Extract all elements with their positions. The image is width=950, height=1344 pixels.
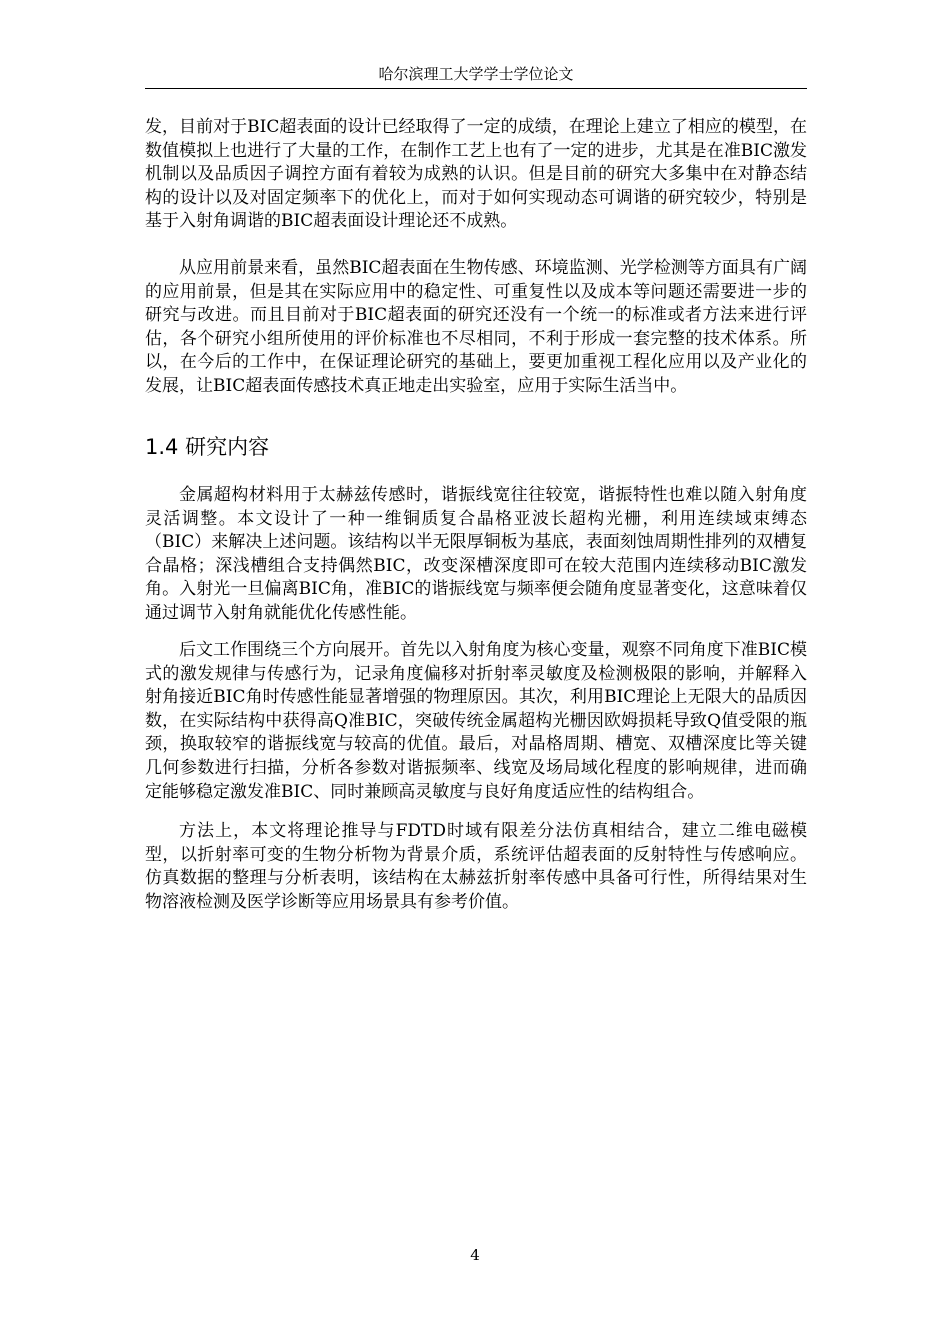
- section-heading: 1.4 研究内容: [145, 435, 270, 459]
- page-number: 4: [470, 1246, 480, 1264]
- paragraph-research-directions: 后文工作围绕三个方向展开。首先以入射角度为核心变量，观察不同角度下准BIC模式的激发规律与传感行为，记录角度偏移对折射率灵敏度及检测极限的影响，并解释入射角接近BIC角时传感性能显著增强的物理原因。其次，利用BIC理论上无限大的品质因数，在实际结构中获得高Q准BIC，突破传统金属超构光栅因欧姆损耗导致Q值受限的瓶颈，换取较窄的谐振线宽与较高的优值。最后，对晶格周期、槽宽、双槽深度比等关键几何参数进行扫描，分析各参数对谐振频率、线宽及场局域化程度的影响规律，进而确定能够稳定激发准BIC、同时兼顾高灵敏度与良好角度适应性的结构组合。: [145, 640, 807, 802]
- running-header: 哈尔滨理工大学学士学位论文: [378, 65, 574, 83]
- paragraph-application-prospects: 从应用前景来看，虽然BIC超表面在生物传感、环境监测、光学检测等方面具有广阔的应用前景，但是其在实际应用中的稳定性、可重复性以及成本等问题还需要进一步的研究与改进。而且目前对于BIC超表面的研究还没有一个统一的标准或者方法来进行评估，各个研究小组所使用的评价标准也不尽相同，不利于形成一套完整的技术体系。所以，在今后的工作中，在保证理论研究的基础上，要更加重视工程化应用以及产业化的发展，让BIC超表面传感技术真正地走出实验室，应用于实际生活当中。: [145, 258, 807, 396]
- paragraph-methodology: 方法上，本文将理论推导与FDTD时域有限差分法仿真相结合，建立二维电磁模型，以折射率可变的生物分析物为背景介质，系统评估超表面的反射特性与传感响应。仿真数据的整理与分析表明，该结构在太赫兹折射率传感中具备可行性，所得结果对生物溶液检测及医学诊断等应用场景具有参考价值。: [145, 821, 807, 912]
- header-rule: [145, 88, 807, 89]
- paragraph-research-design: 金属超构材料用于太赫兹传感时，谐振线宽往往较宽，谐振特性也难以随入射角度灵活调整。本文设计了一种一维铜质复合晶格亚波长超构光栅，利用连续域束缚态（BIC）来解决上述问题。该结构以半无限厚铜板为基底，表面刻蚀周期性排列的双槽复合晶格；深浅槽组合支持偶然BIC，改变深槽深度即可在较大范围内连续移动BIC激发角。入射光一旦偏离BIC角，准BIC的谐振线宽与频率便会随角度显著变化，这意味着仅通过调节入射角就能优化传感性能。: [145, 485, 807, 623]
- paragraph-continued: 发，目前对于BIC超表面的设计已经取得了一定的成绩，在理论上建立了相应的模型，在数值模拟上也进行了大量的工作，在制作工艺上也有了一定的进步，尤其是在准BIC激发机制以及品质因子调控方面有着较为成熟的认识。但是目前的研究大多集中在对静态结构的设计以及对固定频率下的优化上，而对于如何实现动态可调谐的研究较少，特别是基于入射角调谐的BIC超表面设计理论还不成熟。: [145, 117, 807, 232]
